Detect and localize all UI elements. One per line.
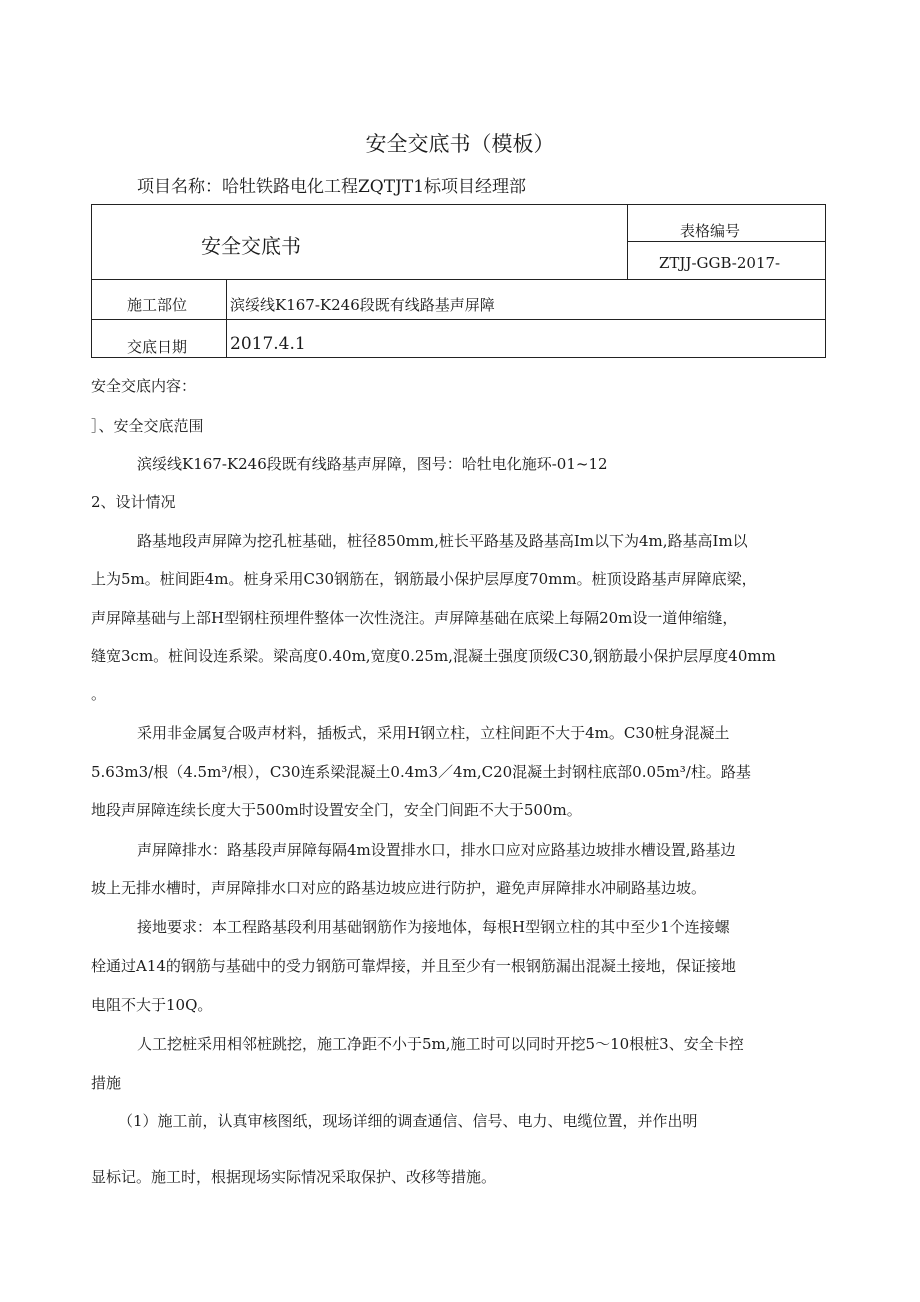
p1-line-5: 。 — [91, 685, 107, 703]
row-value-date: 2017.4.1 — [230, 334, 306, 354]
header-table — [91, 204, 826, 358]
form-no-divider — [627, 241, 826, 242]
project-name-line: 项目名称：哈牡铁路电化工程ZQTJT1标项目经理部 — [137, 177, 527, 197]
content-heading: 安全交底内容： — [91, 377, 197, 395]
p2-line-1: 采用非金属复合吸声材料，插板式，采用H钢立柱，立柱间距不大于4m。C30桩身混凝土 — [137, 724, 730, 742]
p4-line-1: 接地要求：本工程路基段利用基础钢筋作为接地体，每根H型钢立柱的其中至少1个连接螺 — [137, 918, 730, 936]
row-value-location: 滨绥线K167-K246段既有线路基声屏障 — [230, 296, 495, 314]
form-no-label: 表格编号 — [680, 222, 741, 240]
p3-line-1: 声屏障排水：路基段声屏障每隔4m设置排水口，排水口应对应路基边坡排水槽设置,路基边 — [137, 841, 736, 859]
row-label-location: 施工部位 — [127, 296, 188, 314]
p1-line-1: 路基地段声屏障为挖孔桩基础，桩径850mm,桩长平路基及路基高Im以下为4m,路基高Im以 — [137, 532, 748, 550]
document-title: 安全交底书（模板） — [365, 132, 555, 156]
p3-line-2: 坡上无排水槽时，声屏障排水口对应的路基边坡应进行防护，避免声屏障排水冲刷路基边坡。 — [91, 879, 707, 897]
p4-line-2: 栓通过A14的钢筋与基础中的受力钢筋可靠焊接，并且至少有一根钢筋漏出混凝土接地，保证接地 — [91, 957, 736, 975]
p5-line-2: 措施 — [91, 1074, 122, 1092]
p5-line-1: 人工挖桩采用相邻桩跳挖，施工净距不小于5m,施工时可以同时开挖5～10根桩3、安全卡控 — [137, 1035, 744, 1053]
p2-line-3: 地段声屏障连续长度大于500m时设置安全门，安全门间距不大于500m。 — [91, 801, 582, 819]
row-divider-1 — [92, 279, 825, 280]
col-divider-top — [627, 205, 628, 279]
row-divider-2 — [92, 319, 825, 320]
row-label-date: 交底日期 — [127, 338, 188, 356]
doc-label: 安全交底书 — [201, 234, 301, 258]
form-no-value: ZTJJ-GGB-2017- — [659, 254, 781, 272]
p6-line-1: （1）施工前，认真审核图纸，现场详细的调查通信、信号、电力、电缆位置，并作出明 — [118, 1112, 698, 1130]
section-1-text: 滨绥线K167-K246段既有线路基声屏障，图号：哈牡电化施环-01~12 — [137, 455, 608, 473]
section-2-title: 2、设计情况 — [91, 493, 176, 511]
p1-line-2: 上为5m。桩间距4m。桩身采用C30钢筋在，钢筋最小保护层厚度70mm。桩顶设路基声屏障底梁， — [91, 570, 757, 588]
col-divider-rows — [226, 279, 227, 358]
section-1-title: ］、安全交底范围 — [91, 417, 204, 435]
p1-line-3: 声屏障基础与上部H型钢柱预埋件整体一次性浇注。声屏障基础在底梁上每隔20m设一道伸缩缝， — [91, 609, 738, 627]
p4-line-3: 电阻不大于10Q。 — [91, 996, 213, 1014]
p6-line-2: 显标记。施工时，根据现场实际情况采取保护、改移等措施。 — [91, 1168, 497, 1186]
p2-line-2: 5.63m3/根（4.5m³/根），C30连系梁混凝土0.4m3／4m,C20混凝土封钢柱底部0.05m³/柱。路基 — [91, 763, 751, 781]
p1-line-4: 缝宽3cm。桩间设连系梁。梁高度0.40m,宽度0.25m,混凝土强度顶级C30,钢筋最小保护层厚度40mm — [91, 647, 776, 665]
